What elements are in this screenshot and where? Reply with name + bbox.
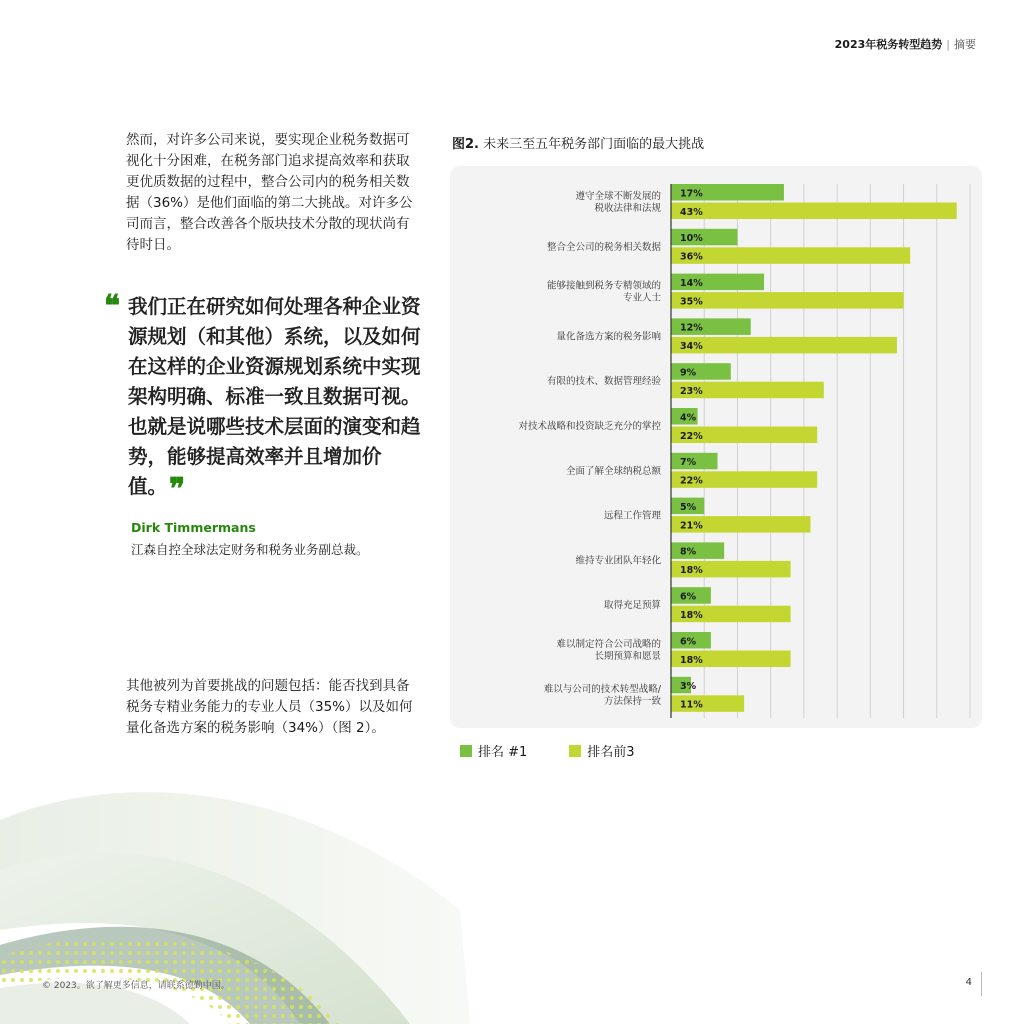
legend-swatch-rank1 [460, 745, 472, 757]
close-quote-icon: ❞ [169, 472, 186, 507]
bar [671, 292, 904, 309]
category-label: 能够接触到税务专精领域的 [546, 280, 661, 292]
data-label: 12% [680, 322, 703, 334]
category-label: 长期预算和愿景 [594, 651, 661, 662]
body-paragraph-1: 然而，对许多公司来说，要实现企业税务数据可视化十分困难，在税务部门追求提高效率和获取更优质数据的过程中，整合公司内的税务相关数据（36%）是他们面临的第二大挑战。对许多公司而言，整合改善各个版块技术分散的现状尚有待时日。 [126, 132, 413, 253]
figure-title: 未来三至五年税务部门面临的最大挑战 [483, 137, 705, 152]
data-label: 18% [680, 654, 703, 666]
category-label: 远程工作管理 [603, 510, 661, 522]
category-label: 取得充足预算 [603, 600, 661, 612]
bar [671, 203, 957, 220]
quote-text [104, 289, 424, 507]
data-label: 17% [680, 188, 703, 200]
data-label: 36% [680, 251, 703, 263]
footer-copyright: © 2023。欲了解更多信息，请联系德勤中国。 [42, 981, 230, 991]
body-paragraph-2: 其他被列为首要挑战的问题包括：能否找到具备税务专精业务能力的专业人员（35%）以及如何量化备选方案的税务影响（34%）（图 2）。 [126, 678, 413, 736]
category-label: 专业人士 [622, 292, 661, 304]
header-divider: | [946, 38, 950, 51]
category-label: 遵守全球不断发展的 [575, 191, 661, 202]
bar [671, 542, 724, 559]
data-label: 43% [680, 206, 703, 218]
category-label: 难以与公司的技术转型战略/ [543, 683, 661, 695]
category-label: 对技术战略和投资缺乏充分的掌控 [518, 421, 661, 432]
chart-panel [450, 166, 982, 728]
data-label: 9% [680, 367, 697, 379]
data-label: 14% [680, 277, 703, 289]
category-label: 维持专业团队年轻化 [575, 555, 661, 567]
data-label: 5% [680, 501, 697, 513]
category-label: 有限的技术、数据管理经验 [546, 376, 661, 388]
data-label: 18% [680, 609, 703, 621]
quote-author-name: Dirk Timmermans [131, 520, 256, 535]
category-label: 税收法律和法规 [594, 203, 661, 214]
page-number-divider [981, 972, 982, 996]
category-label: 方法保持一致 [603, 695, 661, 707]
data-label: 21% [680, 520, 703, 532]
chart-legend [460, 741, 635, 760]
data-label: 8% [680, 546, 697, 558]
figure-caption [452, 133, 704, 152]
quote-body: 我们正在研究如何处理各种企业资源规划（和其他）系统，以及如何在这样的企业资源规划系统中实现架构明确、标准一致且数据可视。也就是说哪些技术层面的演变和趋势，能够提高效率并且增加价值。 [128, 295, 421, 498]
data-label: 3% [680, 681, 697, 693]
data-label: 4% [680, 412, 697, 424]
figure-number: 图2. [452, 137, 479, 152]
legend-item-top3 [569, 741, 634, 760]
data-label: 22% [680, 475, 703, 487]
category-label: 难以制定符合公司战略的 [556, 639, 661, 650]
data-label: 35% [680, 296, 703, 308]
page-header [835, 36, 976, 52]
data-label: 7% [680, 457, 697, 469]
data-label: 23% [680, 385, 703, 397]
data-label: 6% [680, 636, 697, 648]
bar-chart [450, 166, 982, 728]
quote-author-title: 江森自控全球法定财务和税务业务副总裁。 [131, 542, 369, 557]
data-label: 11% [680, 699, 703, 711]
data-label: 10% [680, 233, 703, 245]
category-label: 量化备选方案的税务影响 [556, 331, 661, 343]
open-quote-icon: ❝ [104, 289, 121, 324]
bar [671, 247, 910, 263]
data-label: 6% [680, 591, 697, 603]
data-label: 34% [680, 341, 703, 353]
legend-label-top3: 排名前3 [587, 745, 635, 760]
legend-label-rank1: 排名 #1 [478, 745, 528, 760]
bar [671, 337, 897, 354]
legend-swatch-top3 [569, 745, 581, 757]
legend-item-rank1 [460, 741, 527, 760]
category-label: 整合全公司的税务相关数据 [546, 241, 661, 253]
data-label: 22% [680, 430, 703, 442]
report-title: 2023年税务转型趋势 [834, 38, 943, 51]
pull-quote [104, 289, 424, 507]
page-number: 4 [965, 977, 972, 988]
category-label: 全面了解全球纳税总额 [565, 465, 661, 477]
section-name: 摘要 [954, 38, 976, 51]
data-label: 18% [680, 565, 703, 577]
